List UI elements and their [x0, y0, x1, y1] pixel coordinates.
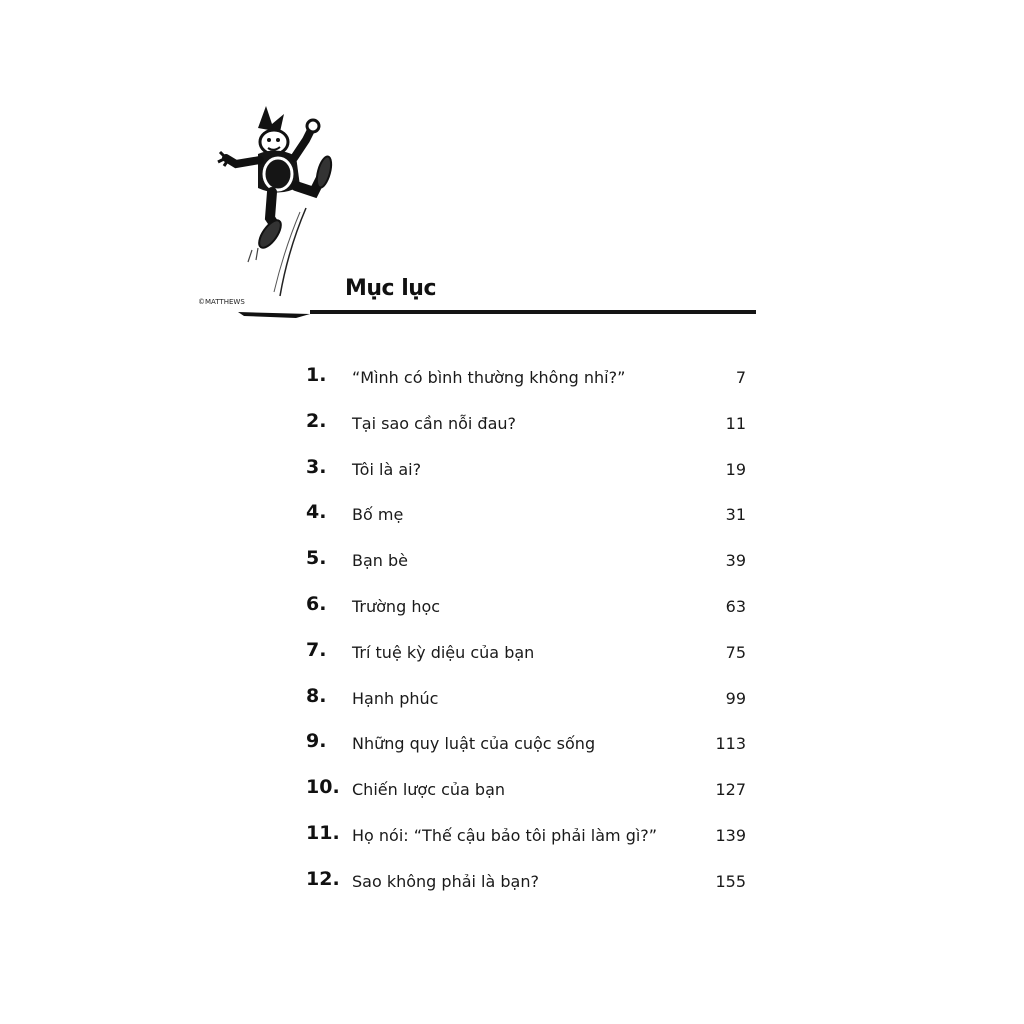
toc-entry-number: 1. — [306, 364, 327, 386]
toc-entry-10[interactable] — [306, 772, 748, 818]
toc-entry-number: 4. — [306, 501, 327, 524]
toc-entry-number: 10. — [306, 776, 340, 799]
toc-entry-page: 19 — [725, 459, 746, 479]
toc-entry-number: 11. — [306, 821, 340, 844]
toc-entry-number: 6. — [306, 592, 327, 615]
toc-entry-title: Tại sao cần nỗi đau? — [352, 413, 517, 433]
toc-entry-title: Họ nói: “Thế cậu bảo tôi phải làm gì?” — [352, 825, 658, 845]
toc-entry-number: 2. — [306, 409, 327, 432]
toc-entry-6[interactable] — [306, 589, 748, 635]
toc-entry-title: Bạn bè — [352, 551, 409, 571]
toc-entry-title: Trường học — [352, 596, 441, 616]
toc-entry-page: 127 — [715, 780, 746, 800]
title-divider — [310, 310, 756, 314]
toc-entry-title: Bố mẹ — [352, 505, 404, 525]
toc-entry-page: 11 — [725, 413, 746, 433]
toc-entry-2[interactable] — [306, 406, 748, 452]
table-of-contents — [306, 360, 748, 910]
toc-entry-title: Trí tuệ kỳ diệu của bạn — [352, 642, 535, 662]
toc-entry-number: 7. — [306, 638, 327, 661]
toc-entry-8[interactable] — [306, 681, 748, 727]
page-title: Mục lục — [345, 276, 436, 301]
toc-entry-page: 39 — [725, 551, 746, 571]
toc-entry-page: 75 — [725, 642, 746, 662]
toc-entry-3[interactable] — [306, 452, 748, 498]
toc-entry-title: Sao không phải là bạn? — [352, 871, 539, 891]
toc-entry-11[interactable] — [306, 818, 748, 864]
toc-entry-9[interactable] — [306, 726, 748, 772]
cartoon-jumping-boy-icon — [196, 100, 346, 325]
svg-text:©MATTHEWS: ©MATTHEWS — [198, 298, 245, 306]
toc-entry-number: 5. — [306, 547, 327, 570]
toc-entry-title: Chiến lược của bạn — [352, 780, 506, 800]
toc-entry-page: 113 — [715, 734, 746, 754]
toc-entry-title: Hạnh phúc — [352, 688, 439, 708]
toc-entry-page: 63 — [725, 596, 746, 616]
toc-entry-12[interactable] — [306, 864, 748, 910]
toc-entry-page: 99 — [725, 688, 746, 708]
toc-entry-page: 155 — [715, 871, 746, 891]
toc-entry-number: 8. — [306, 684, 327, 707]
toc-entry-1[interactable] — [306, 360, 748, 406]
toc-entry-page: 31 — [725, 505, 746, 525]
toc-entry-page: 7 — [735, 368, 746, 387]
toc-entry-7[interactable] — [306, 635, 748, 681]
toc-entry-title: Tôi là ai? — [352, 459, 422, 479]
toc-entry-title: Những quy luật của cuộc sống — [352, 734, 596, 754]
toc-entry-5[interactable] — [306, 543, 748, 589]
toc-entry-number: 9. — [306, 730, 327, 753]
toc-entry-4[interactable] — [306, 497, 748, 543]
toc-entry-page: 139 — [715, 825, 746, 845]
toc-entry-number: 3. — [306, 455, 327, 478]
toc-entry-number: 12. — [306, 867, 340, 890]
toc-entry-title: “Mình có bình thường không nhỉ?” — [352, 368, 626, 387]
